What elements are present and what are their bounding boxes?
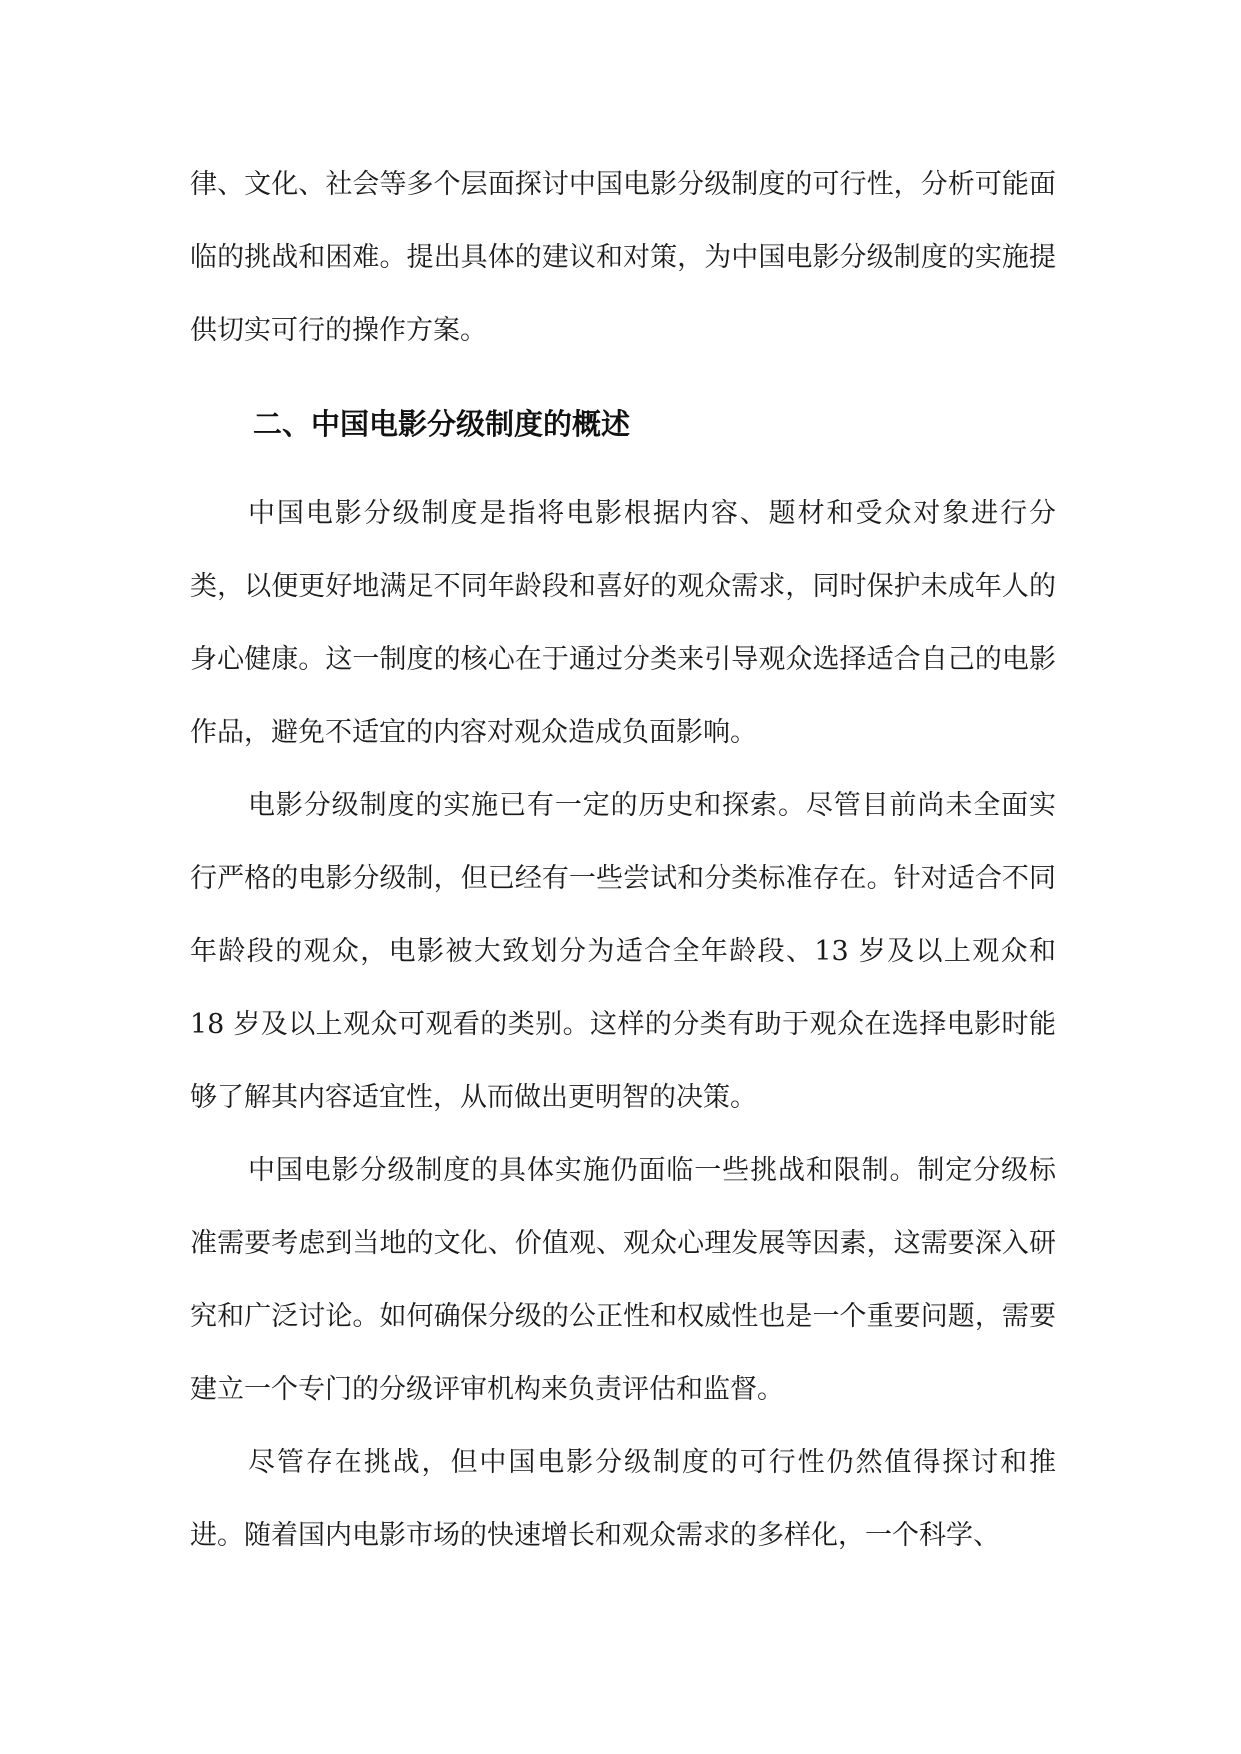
paragraph-definition: 中国电影分级制度是指将电影根据内容、题材和受众对象进行分类，以便更好地满足不同年龄段和喜好的观众需求，同时保护未成年人的身心健康。这一制度的核心在于通过分类来引导观众选择适合自己的电影作品，避免不适宜的内容对观众造成负面影响。 [190, 498, 1056, 748]
paragraph-feasibility: 尽管存在挑战，但中国电影分级制度的可行性仍然值得探讨和推进。随着国内电影市场的快速增长和观众需求的多样化，一个科学、 [190, 1447, 1056, 1551]
paragraph-challenges: 中国电影分级制度的具体实施仍面临一些挑战和限制。制定分级标准需要考虑到当地的文化、价值观、观众心理发展等因素，这需要深入研究和广泛讨论。如何确保分级的公正性和权威性也是一个重要问题，需要建立一个专门的分级评审机构来负责评估和监督。 [190, 1155, 1056, 1405]
document-body [190, 148, 1056, 1572]
paragraph-history: 电影分级制度的实施已有一定的历史和探索。尽管目前尚未全面实行严格的电影分级制，但已经有一些尝试和分类标准存在。针对适合不同年龄段的观众，电影被大致划分为适合全年龄段、13 岁及以上观众和 18 岁及以上观众可观看的类别。这样的分类有助于观众在选择电影时能够了解其内容适宜性，从而做出更明智的决策。 [190, 790, 1056, 1113]
section-heading: 二、中国电影分级制度的概述 [253, 407, 631, 441]
paragraph-intro-continued: 律、文化、社会等多个层面探讨中国电影分级制度的可行性，分析可能面临的挑战和困难。提出具体的建议和对策，为中国电影分级制度的实施提供切实可行的操作方案。 [190, 169, 1056, 346]
